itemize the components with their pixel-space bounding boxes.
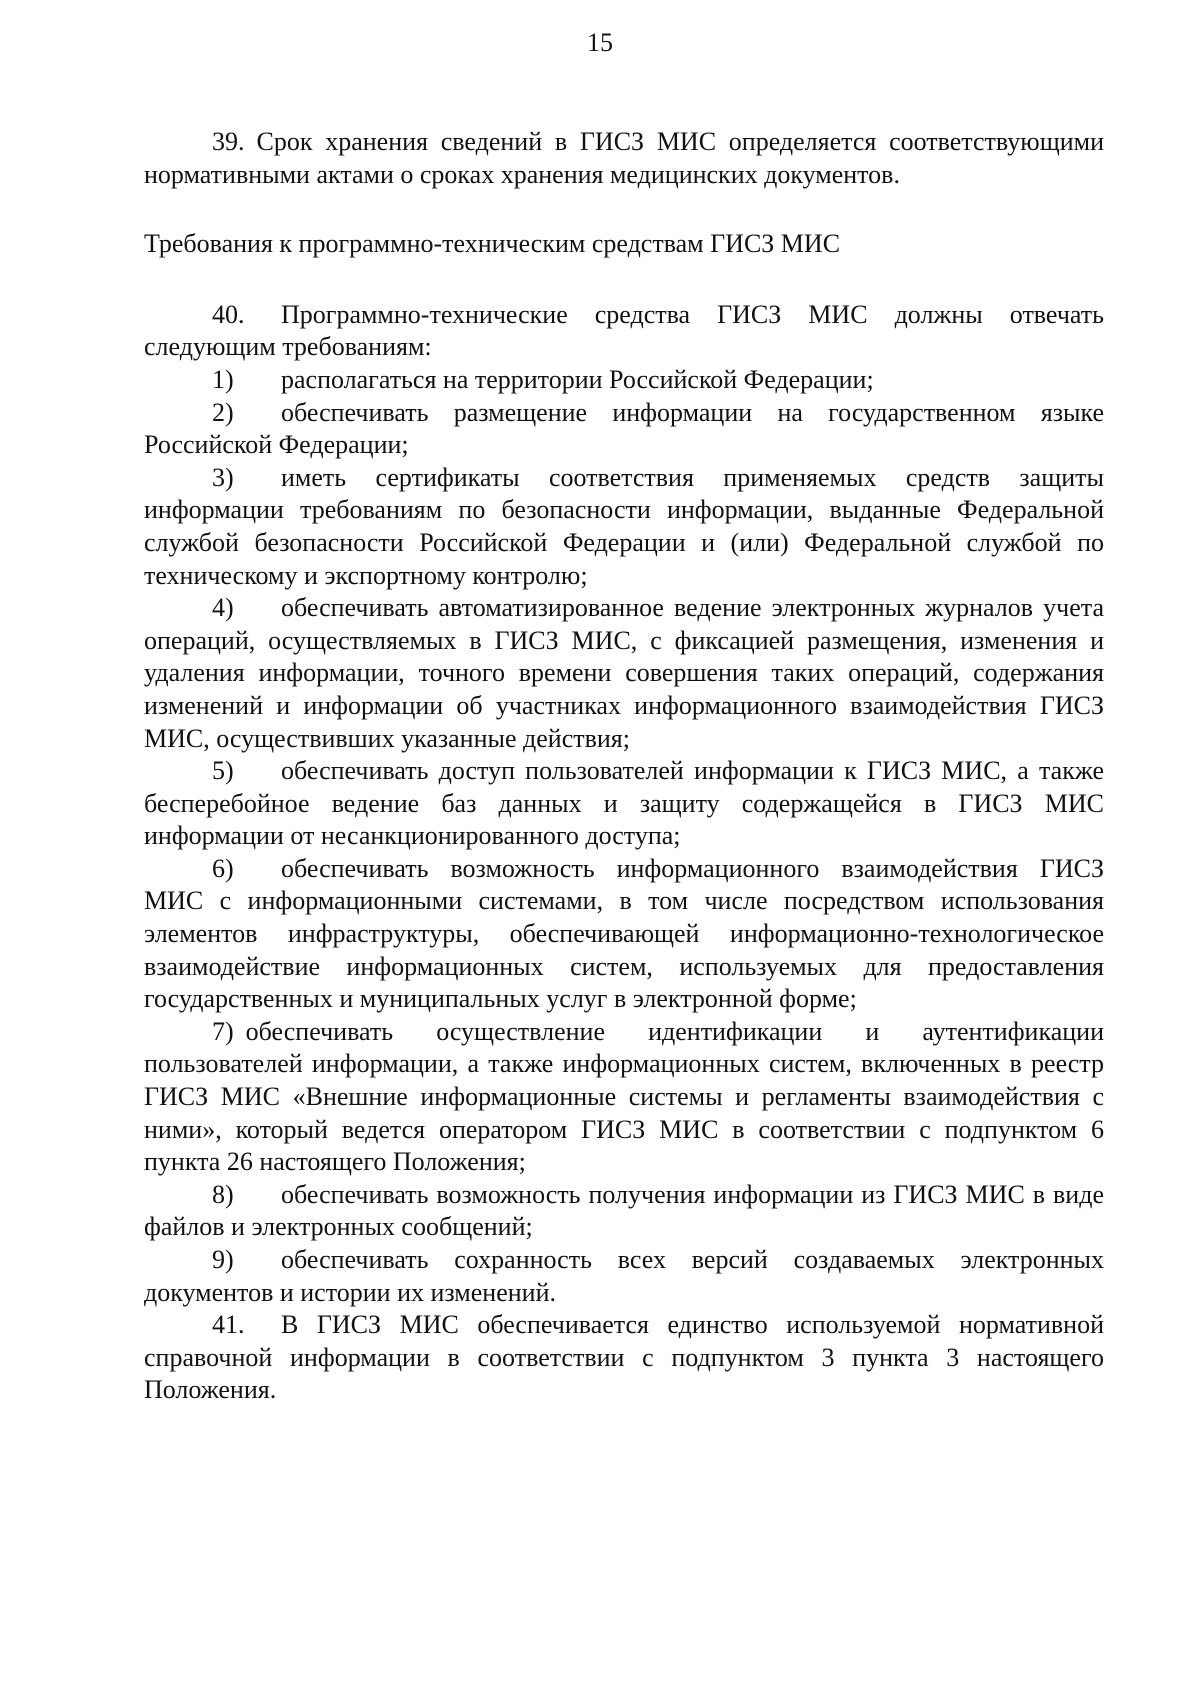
list-item-text: обеспечивать размещение информации на государственном языке Российской Федерации; (144, 397, 1104, 460)
list-item-text: обеспечивать доступ пользователей информации к ГИСЗ МИС, а также бесперебойное ведение баз данных и защиту содержащейся в ГИСЗ МИС информации от несанкционированного доступа; (144, 756, 1104, 851)
list-item-8 (144, 1179, 1104, 1244)
list-item-number: 3) (212, 462, 234, 492)
list-item-number: 8) (212, 1179, 234, 1209)
list-item-number: 7) (212, 1016, 234, 1046)
paragraph-text: В ГИСЗ МИС обеспечивается единство используемой нормативной справочной информации в соответствии с подпунктом 3 пункта 3 настоящего Положения. (144, 1310, 1104, 1405)
paragraph-number: 40. (212, 299, 245, 329)
list-item-6 (144, 853, 1104, 1016)
paragraph-number: 41. (212, 1310, 245, 1340)
list-item-number: 6) (212, 853, 234, 883)
list-item-text: располагаться на территории Российской Федерации; (281, 364, 874, 394)
list-item-text: обеспечивать осуществление идентификации и аутентификации пользователей информации, а также информационных систем, включенных в реестр ГИСЗ МИС «Внешние информационные системы и регламенты взаимодействия с ними», который ведется оператором ГИСЗ МИС в соответствии с подпунктом 6 пункта 26 настоящего Положения; (144, 1016, 1104, 1177)
list-item-7 (144, 1016, 1104, 1179)
list-item-text: иметь сертификаты соответствия применяемых средств защиты информации требованиям по безопасности информации, выданные Федеральной службой безопасности Российской Федерации и (или) Федеральной службой по техническому и экспортному контролю; (144, 462, 1104, 590)
list-item-text: обеспечивать возможность получения информации из ГИСЗ МИС в виде файлов и электронных сообщений; (144, 1179, 1104, 1242)
list-item-number: 4) (212, 593, 234, 623)
paragraph-39 (144, 126, 1104, 191)
list-item-3 (144, 462, 1104, 592)
list-item-text: обеспечивать возможность информационного взаимодействия ГИСЗ МИС с информационными системами, в том числе посредством использования элементов инфраструктуры, обеспечивающей информационно-технологическое взаимодействие информационных систем, используемых для предоставления государственных и муниципальных услуг в электронной форме; (144, 853, 1104, 1014)
list-item-number: 9) (212, 1245, 234, 1274)
list-item-4 (144, 592, 1104, 755)
paragraph-41 (144, 1309, 1104, 1407)
list-item-5 (144, 755, 1104, 853)
list-item-number: 2) (212, 397, 234, 427)
section-heading: Требования к программно-техническим средствам ГИСЗ МИС (144, 229, 841, 259)
list-item-number: 5) (212, 756, 234, 786)
paragraph-number: 39. (212, 127, 245, 156)
paragraph-text: Срок хранения сведений в ГИСЗ МИС определяется соответствующими нормативными актами о сроках хранения медицинских документов. (144, 127, 1104, 189)
page-number: 15 (587, 28, 613, 57)
list-item-text: обеспечивать автоматизированное ведение электронных журналов учета операций, осуществляемых в ГИСЗ МИС, с фиксацией размещения, изменения и удаления информации, точного времени совершения таких операций, содержания изменений и информации об участниках информационного взаимодействия ГИСЗ МИС, осуществивших указанные действия; (144, 593, 1104, 753)
list-item-2 (144, 397, 1104, 462)
list-item-text: обеспечивать сохранность всех версий создаваемых электронных документов и истории их изменений. (144, 1245, 1104, 1307)
paragraph-40 (144, 299, 1104, 364)
list-item-number: 1) (212, 364, 234, 394)
list-item-9 (144, 1244, 1104, 1309)
list-item-1 (144, 364, 1104, 397)
document-body (144, 126, 1104, 1407)
paragraph-text: Программно-технические средства ГИСЗ МИС должны отвечать следующим требованиям: (144, 299, 1104, 362)
